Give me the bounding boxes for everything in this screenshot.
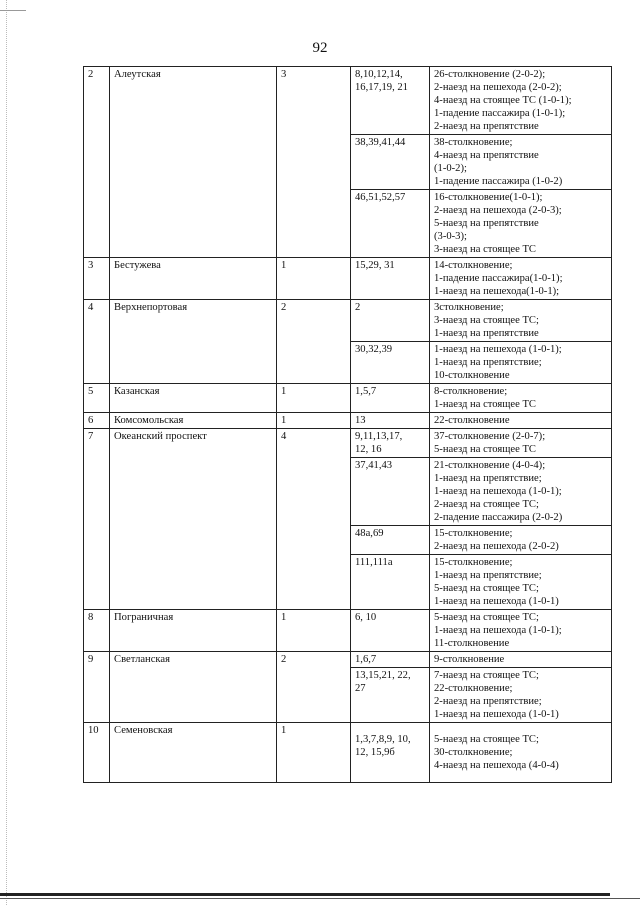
house-numbers-cell [351,610,430,652]
street-name-cell: Пограничная [110,610,277,652]
house-numbers-line: 9,11,13,17, [355,431,403,442]
incidents-cell [430,342,612,384]
incidents-cell [430,458,612,526]
house-numbers-cell [351,258,430,300]
incident-line: 14-столкновение; [434,260,513,271]
scan-corner-mark [0,10,26,11]
house-numbers-line: 46,51,52,57 [355,192,406,203]
house-numbers-line: 37,41,43 [355,460,393,471]
table-row [84,300,612,342]
incident-line: 15-столкновение; [434,528,513,539]
house-numbers-cell [351,384,430,413]
incident-line: 1-наезд на препятствие; [434,357,542,368]
page-bottom-rule [0,893,610,896]
incidents-cell [430,67,612,135]
house-numbers-cell [351,723,430,783]
house-numbers-cell [351,413,430,429]
incident-line: 1-падение пассажира (1-0-2) [434,176,563,187]
house-numbers-line: 15,29, 31 [355,260,395,271]
row-number-cell: 9 [84,652,110,723]
incident-line: 11-столкновение [434,638,510,649]
incidents-cell [430,300,612,342]
incident-line: 2-наезд на стоящее ТС; [434,499,539,510]
incident-line: 5-наезд на стоящее ТС; [434,612,539,623]
street-name-cell: Алеутская [110,67,277,258]
incident-line: 1-наезд на стоящее ТС [434,399,536,410]
incident-line: 1-наезд на пешехода(1-0-1); [434,286,560,297]
incident-line: 16-столкновение(1-0-1); [434,192,543,203]
house-numbers-line: 1,6,7 [355,654,377,665]
incident-line: (1-0-2); [434,163,467,174]
incidents-cell [430,190,612,258]
house-numbers-cell [351,458,430,526]
incidents-cell [430,555,612,610]
house-numbers-line: 48а,69 [355,528,384,539]
house-numbers-line: 12, 15,9б [355,747,395,758]
incident-line: 38-столкновение; [434,137,513,148]
incident-table-body [84,67,612,783]
table-row [84,384,612,413]
incidents-cell [430,610,612,652]
house-numbers-cell [351,652,430,668]
house-numbers-cell [351,555,430,610]
incidents-cell [430,384,612,413]
house-numbers-cell [351,342,430,384]
row-number-cell: 5 [84,384,110,413]
table-row [84,723,612,783]
incident-line: 22-столкновение; [434,683,513,694]
count-cell: 1 [277,723,351,783]
house-numbers-line: 30,32,39 [355,344,393,355]
incident-line: 21-столкновение (4-0-4); [434,460,546,471]
house-numbers-line: 13 [355,415,366,426]
count-cell: 3 [277,67,351,258]
incident-line: 2-падение пассажира (2-0-2) [434,512,563,523]
street-name-cell: Бестужева [110,258,277,300]
row-number-cell: 6 [84,413,110,429]
count-cell: 1 [277,384,351,413]
incident-table [83,66,612,783]
incident-line: (3-0-3); [434,231,467,242]
row-number-cell: 7 [84,429,110,610]
count-cell: 2 [277,300,351,384]
house-numbers-line: 1,3,7,8,9, 10, [355,734,411,745]
table-row [84,67,612,135]
page-bottom-rule-thin [0,898,640,899]
table-row [84,258,612,300]
house-numbers-cell [351,135,430,190]
incidents-cell [430,668,612,723]
row-number-cell: 4 [84,300,110,384]
incident-line: 1-наезд на пешехода (1-0-1) [434,709,559,720]
incident-line: 8-столкновение; [434,386,508,397]
incident-line: 37-столкновение (2-0-7); [434,431,546,442]
incident-line: 7-наезд на стоящее ТС; [434,670,539,681]
house-numbers-line: 2 [355,302,361,313]
street-name-cell: Семеновская [110,723,277,783]
row-number-cell: 2 [84,67,110,258]
street-name-cell: Верхнепортовая [110,300,277,384]
row-number-cell: 3 [84,258,110,300]
incident-line: 2-наезд на препятствие; [434,696,542,707]
house-numbers-cell [351,190,430,258]
count-cell: 2 [277,652,351,723]
incident-line: 2-наезд на пешехода (2-0-3); [434,205,562,216]
house-numbers-line: 6, 10 [355,612,377,623]
incident-line: 3-наезд на стоящее ТС [434,244,536,255]
incident-line: 4-наезд на стоящее ТС (1-0-1); [434,95,572,106]
house-numbers-cell [351,526,430,555]
incident-line: 5-наезд на стоящее ТС [434,444,536,455]
incident-line: 4-наезд на препятствие [434,150,539,161]
incident-line: 3-наезд на стоящее ТС; [434,315,539,326]
incidents-cell [430,526,612,555]
incident-line: 5-наезд на препятствие [434,218,539,229]
house-numbers-cell [351,668,430,723]
count-cell: 1 [277,610,351,652]
count-cell: 1 [277,258,351,300]
table-row [84,429,612,458]
count-cell: 1 [277,413,351,429]
incident-line: 1-наезд на пешехода (1-0-1) [434,596,559,607]
incident-line: 2-наезд на пешехода (2-0-2); [434,82,562,93]
house-numbers-line: 111,111а [355,557,393,568]
incident-line: 26-столкновение (2-0-2); [434,69,546,80]
page-number: 92 [312,40,328,56]
incident-line: 1-наезд на препятствие [434,328,539,339]
incident-line: 1-наезд на пешехода (1-0-1); [434,625,562,636]
house-numbers-line: 16,17,19, 21 [355,82,408,93]
incident-line: 5-наезд на стоящее ТС; [434,583,539,594]
house-numbers-line: 13,15,21, 22, [355,670,411,681]
incident-line: 1-падение пассажира (1-0-1); [434,108,566,119]
incident-line: 15-столкновение; [434,557,513,568]
incidents-cell [430,258,612,300]
table-row [84,413,612,429]
incident-line: 22-столкновение [434,415,510,426]
count-cell: 4 [277,429,351,610]
house-numbers-line: 38,39,41,44 [355,137,406,148]
street-name-cell: Светланская [110,652,277,723]
house-numbers-cell [351,429,430,458]
table-row [84,610,612,652]
house-numbers-cell [351,300,430,342]
incidents-cell [430,429,612,458]
incident-line: 2-наезд на пешехода (2-0-2) [434,541,559,552]
scan-margin-line [6,0,7,905]
house-numbers-cell [351,67,430,135]
incidents-cell [430,135,612,190]
street-name-cell: Комсомольская [110,413,277,429]
house-numbers-line: 1,5,7 [355,386,377,397]
incidents-cell [430,652,612,668]
incident-line: 3столкновение; [434,302,504,313]
incident-line: 30-столкновение; [434,747,513,758]
incident-line: 9-столкновение [434,654,505,665]
incident-line: 1-наезд на препятствие; [434,570,542,581]
street-name-cell: Казанская [110,384,277,413]
house-numbers-line: 27 [355,683,366,694]
incident-line: 2-наезд на препятствие [434,121,539,132]
incident-line: 5-наезд на стоящее ТС; [434,734,539,745]
house-numbers-line: 12, 16 [355,444,382,455]
incident-line: 1-падение пассажира(1-0-1); [434,273,563,284]
street-name-cell: Океанский проспект [110,429,277,610]
house-numbers-line: 8,10,12,14, [355,69,403,80]
row-number-cell: 10 [84,723,110,783]
incident-line: 1-наезд на пешехода (1-0-1); [434,344,562,355]
incidents-cell [430,413,612,429]
table-row [84,652,612,668]
incident-line: 10-столкновение [434,370,510,381]
row-number-cell: 8 [84,610,110,652]
incident-line: 1-наезд на пешехода (1-0-1); [434,486,562,497]
incidents-cell [430,723,612,783]
incident-line: 4-наезд на пешехода (4-0-4) [434,760,559,771]
incident-line: 1-наезд на препятствие; [434,473,542,484]
